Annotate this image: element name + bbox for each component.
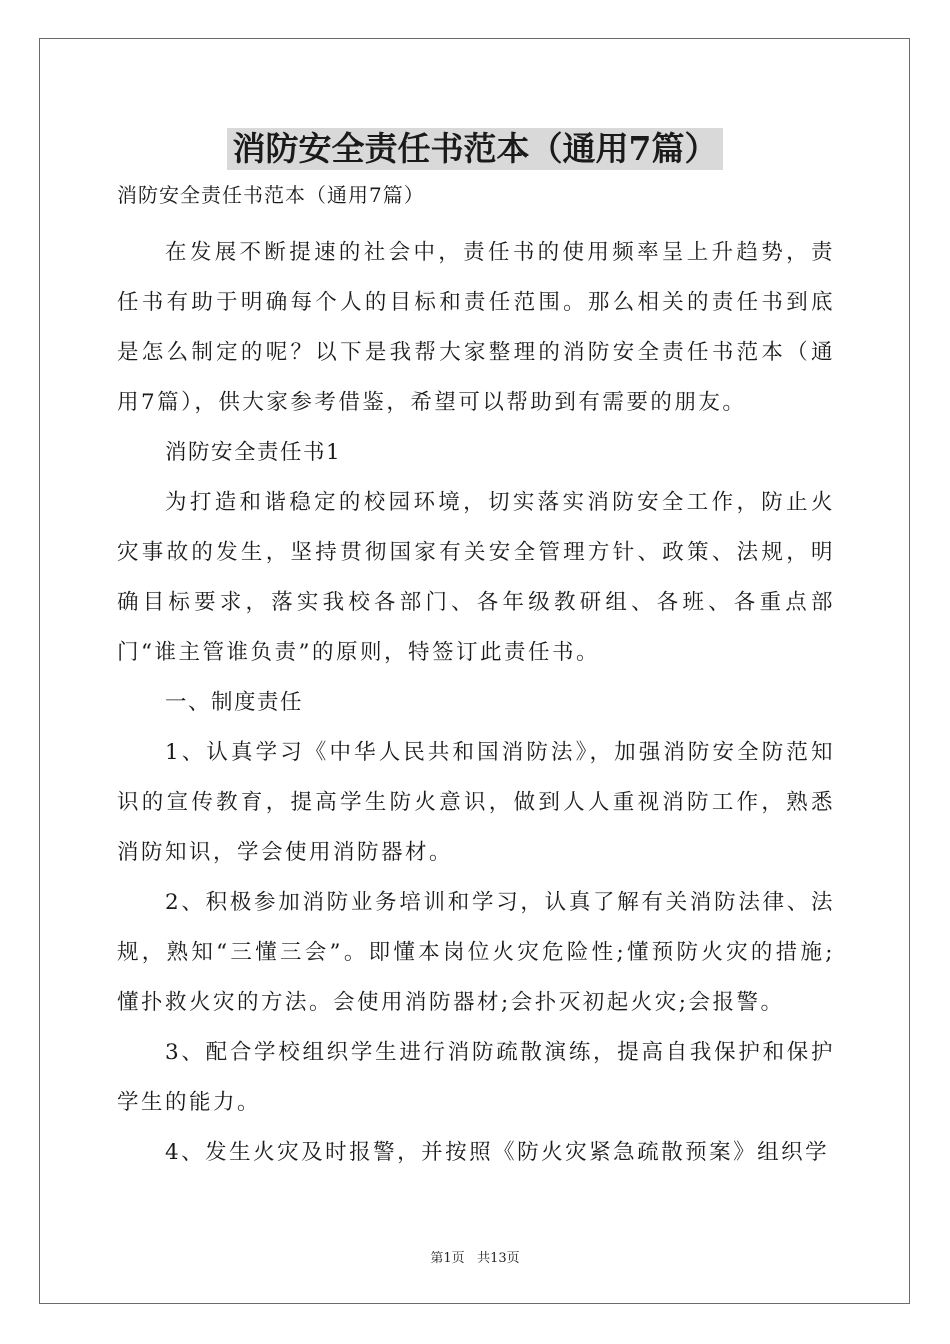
- page-number: 第1页: [430, 1251, 465, 1266]
- document-subtitle: 消防安全责任书范本（通用7篇）: [117, 183, 425, 207]
- paragraph-item-2: 2、积极参加消防业务培训和学习，认真了解有关消防法律、法规，熟知“三懂三会”。即懂本岗位火灾危险性;懂预防火灾的措施;懂扑救火灾的方法。会使用消防器材;会扑灭初起火灾;会报警。: [117, 890, 835, 1015]
- paragraph-item-3: 3、配合学校组织学生进行消防疏散演练，提高自我保护和保护学生的能力。: [117, 1040, 835, 1115]
- paragraph-intro: 在发展不断提速的社会中，责任书的使用频率呈上升趋势，责任书有助于明确每个人的目标和责任范围。那么相关的责任书到底是怎么制定的呢？以下是我帮大家整理的消防安全责任书范本（通用7篇），供大家参考借鉴，希望可以帮助到有需要的朋友。: [117, 240, 835, 415]
- section-heading-1: 消防安全责任书1: [165, 440, 342, 465]
- document-body: [117, 180, 835, 1178]
- paragraph-purpose: 为打造和谐稳定的校园环境，切实落实消防安全工作，防止火灾事故的发生，坚持贯彻国家有关安全管理方针、政策、法规，明确目标要求，落实我校各部门、各年级教研组、各班、各重点部门“谁主管谁负责”的原则，特签订此责任书。: [117, 490, 835, 665]
- document-title: 消防安全责任书范本（通用7篇）: [227, 128, 724, 170]
- title-container: [0, 128, 950, 170]
- paragraph-item-4: 4、发生火灾及时报警，并按照《防火灾紧急疏散预案》组织学: [165, 1140, 830, 1165]
- paragraph-item-1: 1、认真学习《中华人民共和国消防法》，加强消防安全防范知识的宣传教育，提高学生防火意识，做到人人重视消防工作，熟悉消防知识，学会使用消防器材。: [117, 740, 835, 865]
- page-footer: [0, 1247, 950, 1266]
- section-heading-system-responsibility: 一、制度责任: [165, 690, 304, 715]
- page-total: 共13页: [477, 1251, 520, 1266]
